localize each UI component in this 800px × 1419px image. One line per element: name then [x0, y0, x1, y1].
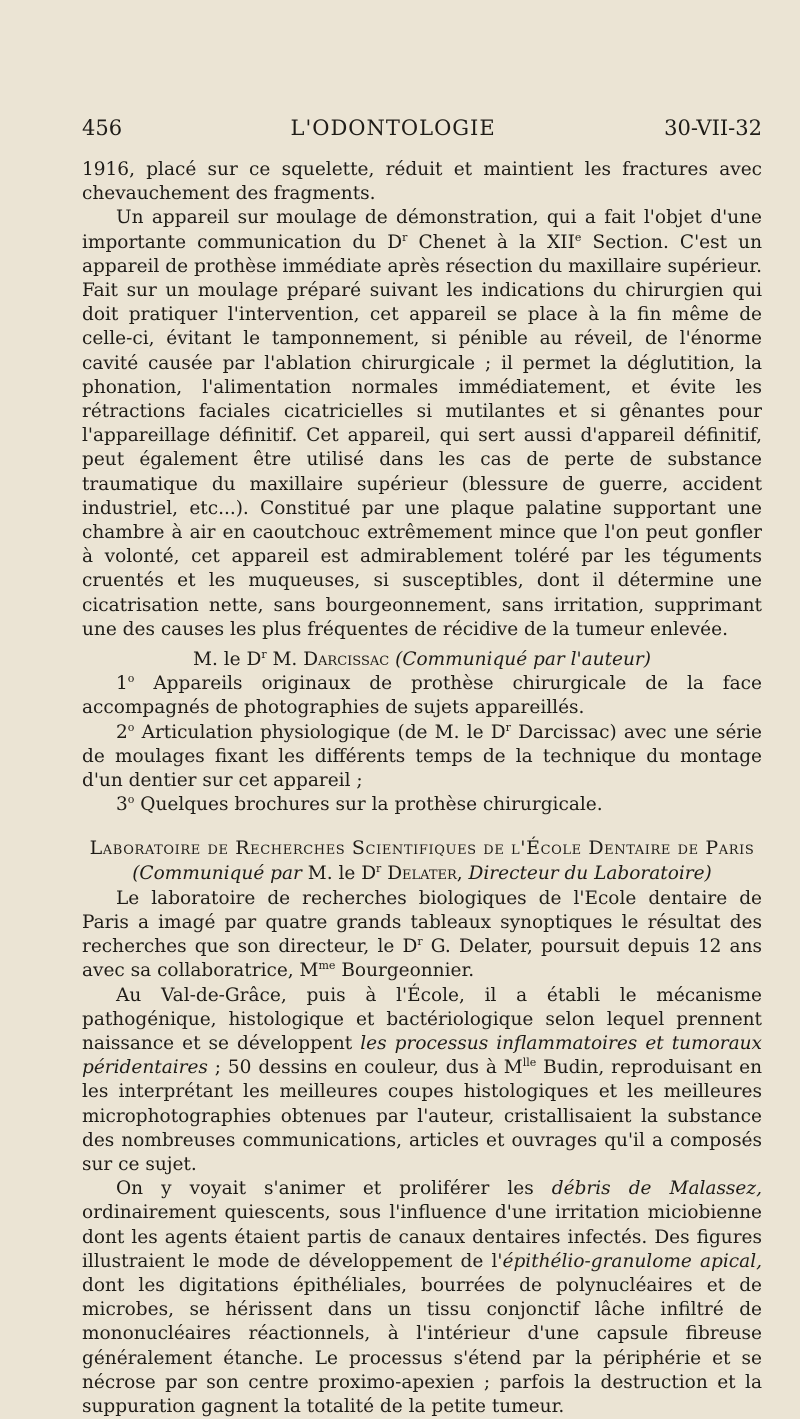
- paragraph-val-de-grace: Au Val-de-Grâce, puis à l'École, il a établi le mécanisme pathogénique, histologique et bactériologique selon lequel prennent naissance et se développent les processus inflammatoires et tumoraux péridentaires ; 50 dessins en couleur, dus à $M^{lle}$ Budin, reproduisant en les interprétant les meilleures coupes histologiques et les meilleures microphotographies obtenues par l'auteur, cristallisaient la substance des nombreuses communications, articles et ouvrages qu'il a composés sur ce sujet.: [82, 984, 762, 1175]
- journal-title: L'ODONTOLOGIE: [290, 116, 496, 140]
- author-note: (Communiqué par l'auteur): [395, 649, 651, 671]
- author-line: M. le $D^r$ M. Darcissac (Communiqué par l'auteur): [193, 647, 651, 671]
- paragraph-continuation: 1916, placé sur ce squelette, réduit et maintient les fractures avec chevauchement des fragments.: [82, 159, 762, 205]
- section-subheading: (Communiqué par M. le $D^r$ Delater, Directeur du Laboratoire): [132, 862, 712, 885]
- paragraph-laboratory: Le laboratoire de recherches biologiques de l'Ecole dentaire de Paris a imagé par quatre grands tableaux synoptiques le résultat des recherches que son directeur, le $D^r$ G. Delater, poursuit depuis 12 ans avec sa collaboratrice, $M^{me}$ Bourgeonnier.: [82, 887, 762, 982]
- paragraph-malassez: On y voyait s'animer et proliférer les débris de Malassez, ordinairement quiescents, sous l'influence d'une irritation miciobienne dont les agents étaient partis de canaux dentaires infectés. Des figures illustraient le mode de développement de l'épithélio-granulome apical, dont les digitations épithéliales, bourrées de polynucléaires et de microbes, se hérissent dans un tissu conjonctif lâche infiltré de mononucléaires réactionnels, à l'intérieur d'une capsule fibreuse généralement étanche. Le processus s'étend par la périphérie et se nécrose par son centre proximo-apexien ; parfois la destruction et la suppuration gagnent la totalité de la petite tumeur.: [82, 1178, 763, 1417]
- list-item: 1$^o$ Appareils originaux de prothèse chirurgicale de la face accompagnés de photographies de sujets appareillés.: [82, 672, 762, 719]
- running-head: [82, 116, 762, 146]
- issue-date: 30-VII-32: [664, 116, 762, 140]
- page-number: 456: [82, 116, 123, 140]
- list-item: 2$^o$ Articulation physiologique (de M. le $D^r$ Darcissac) avec une série de moulages fixant les différents temps de la technique du montage d'un dentier sur cet appareil ;: [82, 720, 762, 792]
- author-name: Darcissac: [303, 649, 390, 671]
- paragraph-demonstration-appliance: Un appareil sur moulage de démonstration, qui a fait l'objet d'une importante communication du $D^r$ Chenet à la XIIe Section. C'est un appareil de prothèse immédiate après résection du maxillaire supérieur. Fait sur un moulage préparé suivant les indications du chirurgien qui doit pratiquer l'intervention, cet appareil se place à la fin même de celle-ci, évitant le tamponnement, si pénible au réveil, de l'énorme cavité causée par l'ablation chirurgicale ; il permet la déglutition, la phonation, l'alimentation normales immédiatement, et évite les rétractions faciales cicatricielles si mutilantes et si gênantes pour l'appareillage définitif. Cet appareil, qui sert aussi d'appareil définitif, peut également être utilisé dans les cas de perte de substance traumatique du maxillaire supérieur (blessure de guerre, accident industriel, etc...). Constitué par une plaque palatine supportant une chambre à air en caoutchouc extrêmement mince que l'on peut gonfler à volonté, cet appareil est admirablement toléré par les téguments cruentés et les muqueuses, si susceptibles, dont il détermine une cicatrisation nette, sans bourgeonnement, sans irritation, supprimant une des causes les plus fréquentes de récidive de la tumeur enlevée.: [82, 207, 762, 640]
- body-text: [82, 158, 762, 1419]
- list-item: 3$^o$ Quelques brochures sur la prothèse chirurgicale.: [116, 793, 603, 816]
- section-heading: Laboratoire de Recherches Scientifiques de l'École Dentaire de Paris: [89, 837, 755, 860]
